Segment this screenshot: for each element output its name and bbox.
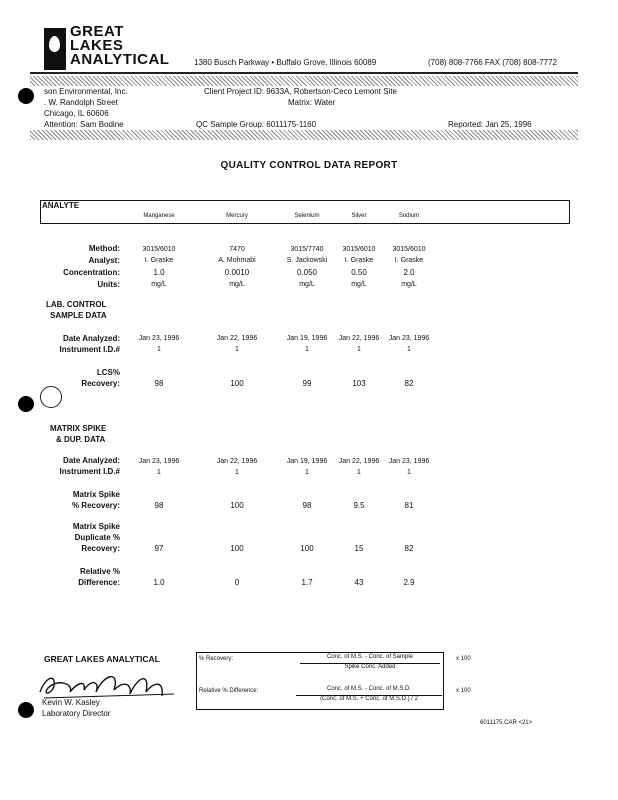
recovery-formula-label: % Recovery: xyxy=(199,656,234,662)
lcs-recovery-cell: 103 xyxy=(352,379,366,388)
lab-address: 1380 Busch Parkway • Buffalo Grove, Illinois 60089 xyxy=(194,58,377,67)
units-cell: mg/L xyxy=(401,281,417,288)
units-label: Units: xyxy=(97,280,120,289)
method-cell: 3015/7740 xyxy=(290,246,324,253)
ms-recovery-cell: 100 xyxy=(230,501,244,510)
rpd-label: Relative % xyxy=(79,567,120,576)
ms-instrument-cell: 1 xyxy=(235,469,239,476)
ms-instrument-label: Instrument I.D.# xyxy=(59,467,120,476)
ms-recovery-cell: 98 xyxy=(302,501,312,510)
analyst-cell: I. Graske xyxy=(394,257,424,264)
method-cell: 3015/6010 xyxy=(392,246,426,253)
analyst-cell: A. Mohmabi xyxy=(218,257,256,264)
binder-ring-mark xyxy=(40,386,62,408)
rpd-cell: 1.0 xyxy=(153,578,165,587)
rpd-denominator: (Conc. of M.S. + Conc. of M.S.D.) / 2 xyxy=(296,695,442,702)
method-label: Method: xyxy=(88,244,120,253)
concentration-cell: 0.50 xyxy=(351,268,367,277)
lcs-recovery-cell: 98 xyxy=(154,379,164,388)
lcs-instrument-cell: 1 xyxy=(407,346,411,353)
lcs-section-title: SAMPLE DATA xyxy=(50,311,107,320)
recovery-numerator: Conc. of M.S. - Conc. of Sample xyxy=(326,654,414,660)
date-analyzed-label: Date Analyzed: xyxy=(62,334,120,343)
units-cell: mg/L xyxy=(151,281,167,288)
footer-company: GREAT LAKES ANALYTICAL xyxy=(44,654,160,664)
ms-instrument-cell: 1 xyxy=(305,469,309,476)
concentration-cell: 1.0 xyxy=(153,268,165,277)
msd-recovery-label: Recovery: xyxy=(81,544,120,553)
client-line: son Environmental, Inc. xyxy=(44,87,128,96)
msd-recovery-cell: 100 xyxy=(230,544,244,553)
column-header: Silver xyxy=(351,213,367,219)
lcs-recovery-cell: 100 xyxy=(230,379,244,388)
lcs-date-cell: Jan 23, 1996 xyxy=(388,335,430,342)
lcs-date-cell: Jan 19, 1996 xyxy=(286,335,328,342)
lcs-instrument-cell: 1 xyxy=(357,346,361,353)
ms-recovery-cell: 98 xyxy=(154,501,164,510)
instrument-label: Instrument I.D.# xyxy=(59,345,120,354)
lcs-date-cell: Jan 22, 1996 xyxy=(216,335,258,342)
column-header: Selenium xyxy=(294,213,320,219)
water-drop-icon xyxy=(49,36,60,52)
rpd-cell: 1.7 xyxy=(301,578,313,587)
rpd-numerator: Conc. of M.S. - Conc. of M.S.D. xyxy=(326,686,412,692)
signer-title: Laboratory Director xyxy=(42,709,111,718)
units-cell: mg/L xyxy=(299,281,315,288)
header-hatch-bottom xyxy=(30,130,578,140)
signer-block xyxy=(42,697,110,719)
analyst-cell: I. Graske xyxy=(344,257,374,264)
punch-hole-mark xyxy=(18,702,34,718)
ms-date-cell: Jan 19, 1996 xyxy=(286,458,328,465)
units-cell: mg/L xyxy=(229,281,245,288)
ms-recovery-label: % Recovery: xyxy=(71,501,120,510)
lab-logo-text xyxy=(70,25,169,67)
units-cell: mg/L xyxy=(351,281,367,288)
ms-date-cell: Jan 22, 1996 xyxy=(216,458,258,465)
rpd-difference-label: Difference: xyxy=(78,578,120,587)
logo-line: LAKES xyxy=(70,37,124,54)
client-project-id: Client Project ID: 9633A, Robertson-Ceco Lemont Site xyxy=(204,87,397,96)
lab-phone: (708) 808-7766 FAX (708) 808-7772 xyxy=(428,58,557,67)
method-cell: 3015/6010 xyxy=(142,246,176,253)
recovery-multiplier: x 100 xyxy=(456,656,471,662)
column-header: Mercury xyxy=(226,213,248,219)
method-cell: 7470 xyxy=(229,246,245,253)
ms-date-cell: Jan 23, 1996 xyxy=(388,458,430,465)
ms-label: Matrix Spike xyxy=(72,490,120,499)
rpd-cell: 43 xyxy=(354,578,364,587)
rpd-cell: 2.9 xyxy=(403,578,415,587)
concentration-cell: 2.0 xyxy=(403,268,415,277)
lcs-instrument-cell: 1 xyxy=(305,346,309,353)
recovery-denominator: Spike Conc. Added xyxy=(300,663,440,670)
method-cell: 3015/6010 xyxy=(342,246,376,253)
report-title: QUALITY CONTROL DATA REPORT xyxy=(220,160,398,171)
header-hatch-top xyxy=(30,76,578,86)
msd-label: Duplicate % xyxy=(74,533,120,542)
signer-name: Kevin W. Kasley xyxy=(42,698,100,707)
analyst-cell: I. Graske xyxy=(144,257,174,264)
punch-hole-mark xyxy=(18,88,34,104)
ms-instrument-cell: 1 xyxy=(357,469,361,476)
column-header: Sodium xyxy=(398,213,420,219)
ms-date-analyzed-label: Date Analyzed: xyxy=(62,456,120,465)
lcs-date-cell: Jan 22, 1996 xyxy=(338,335,380,342)
analyst-cell: S. Jackowski xyxy=(286,257,328,264)
header-rule-top xyxy=(30,72,578,74)
msd-recovery-cell: 15 xyxy=(354,544,364,553)
punch-hole-mark xyxy=(18,396,34,412)
column-header: Manganese xyxy=(143,213,175,219)
qc-sample-group: QC Sample Group: 6011175-1160 xyxy=(196,120,317,129)
msd-label: Matrix Spike xyxy=(72,522,120,531)
logo-line: ANALYTICAL xyxy=(70,51,170,68)
client-line: . W. Randolph Street xyxy=(44,98,118,107)
lcs-recovery-label: Recovery: xyxy=(81,379,120,388)
logo-line: GREAT xyxy=(70,23,124,40)
ms-date-cell: Jan 23, 1996 xyxy=(138,458,180,465)
ms-date-cell: Jan 22, 1996 xyxy=(338,458,380,465)
ms-instrument-cell: 1 xyxy=(407,469,411,476)
msd-recovery-cell: 82 xyxy=(404,544,414,553)
rpd-cell: 0 xyxy=(234,578,240,587)
concentration-label: Concentration: xyxy=(63,268,120,277)
lcs-date-cell: Jan 23, 1996 xyxy=(138,335,180,342)
analyte-header-box xyxy=(40,200,570,224)
lcs-instrument-cell: 1 xyxy=(235,346,239,353)
msd-recovery-cell: 97 xyxy=(154,544,164,553)
lcs-recovery-cell: 99 xyxy=(302,379,312,388)
document-reference: 6011175.CAR <21> xyxy=(480,720,533,726)
lcs-label: LCS% xyxy=(96,368,120,377)
ms-section-title: & DUP. DATA xyxy=(56,435,106,444)
analyst-label: Analyst: xyxy=(88,256,120,265)
matrix-type: Matrix: Water xyxy=(288,98,336,107)
lcs-instrument-cell: 1 xyxy=(157,346,161,353)
client-line: Chicago, IL 60606 xyxy=(44,109,109,118)
msd-recovery-cell: 100 xyxy=(300,544,314,553)
reported-date: Reported: Jan 25, 1996 xyxy=(448,120,532,129)
ms-recovery-cell: 81 xyxy=(404,501,414,510)
analyte-label: ANALYTE xyxy=(42,201,80,210)
concentration-cell: 0.0010 xyxy=(224,268,250,277)
concentration-cell: 0.050 xyxy=(296,268,318,277)
lcs-section-title: LAB. CONTROL xyxy=(46,300,107,309)
lcs-recovery-cell: 82 xyxy=(404,379,414,388)
rpd-multiplier: x 100 xyxy=(456,688,471,694)
rpd-formula-label: Relative % Difference: xyxy=(199,688,259,694)
ms-instrument-cell: 1 xyxy=(157,469,161,476)
ms-recovery-cell: 9.5 xyxy=(353,501,365,510)
ms-section-title: MATRIX SPIKE xyxy=(50,424,107,433)
attention-line: Attention: Sam Bodine xyxy=(44,120,124,129)
